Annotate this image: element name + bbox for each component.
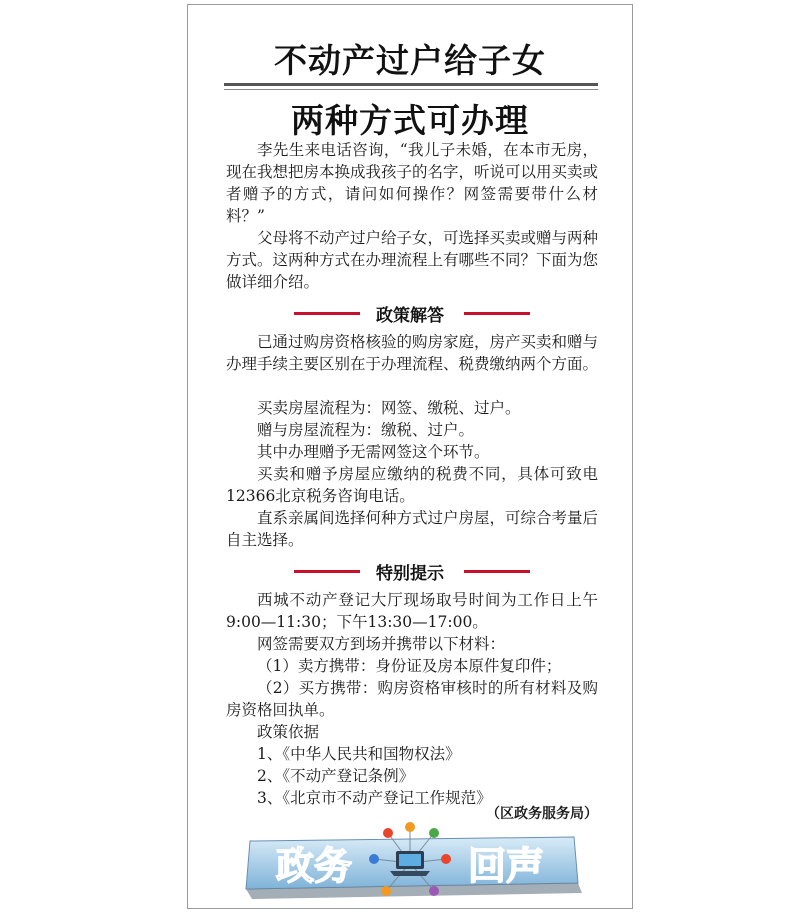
body-paragraph: 2、《不动产登记条例》 [257, 767, 415, 785]
intro-paragraph: 李先生来电话咨询，“我儿子未婚，在本市无房，现在我想把房本换成我孩子的名字，听说可以用买卖或者赠予的方式，请问如何操作？网签需要带什么材料？” [226, 141, 599, 225]
intro-paragraph: 父母将不动产过户给子女，可选择买卖或赠与两种方式。这两种方式在办理流程上有哪些不同？下面为您做详细介绍。 [226, 229, 599, 291]
body-paragraph: 网签需要双方到场并携带以下材料： [257, 635, 506, 653]
headline-line1: 不动产过户给子女 [274, 41, 546, 80]
laptop-network-icon [390, 851, 430, 876]
headline-rule [224, 83, 598, 86]
body-paragraph: 买卖和赠予房屋应缴纳的税费不同，具体可致电12366北京税务咨询电话。 [226, 465, 598, 505]
column-logo [238, 819, 584, 901]
logo-text-right: 回声 [467, 844, 545, 888]
section-title: 特别提示 [376, 564, 444, 584]
body-paragraph: 已通过购房资格核验的购房家庭，房产买卖和赠与办理手续主要区别在于办理流程、税费缴纳两个方面。 [226, 333, 599, 373]
body-paragraph: 3、《北京市不动产登记工作规范》 [257, 789, 492, 807]
source-credit: （区政务服务局） [486, 806, 598, 822]
section-title: 政策解答 [376, 306, 444, 326]
body-paragraph: 政策依据 [257, 723, 320, 741]
headline-rule-thin [224, 89, 598, 90]
body-paragraph: 买卖房屋流程为：网签、缴税、过户。 [257, 399, 521, 417]
body-paragraph: 西城不动产登记大厅现场取号时间为工作日上午9:00—11:30；下午13:30—17:00。 [226, 591, 598, 631]
red-rule [464, 312, 530, 315]
body-paragraph: 其中办理赠予无需网签这个环节。 [257, 443, 490, 461]
body-paragraph: （2）买方携带：购房资格审核时的所有材料及购房资格回执单。 [226, 679, 598, 719]
body-paragraph: 1、《中华人民共和国物权法》 [257, 745, 461, 763]
body-paragraph: 赠与房屋流程为：缴税、过户。 [257, 421, 475, 439]
body-paragraph: （1）卖方携带：身份证及房本原件复印件； [257, 657, 562, 675]
headline-line2: 两种方式可办理 [291, 101, 529, 140]
body-paragraph: 直系亲属间选择何种方式过户房屋，可综合考量后自主选择。 [226, 509, 599, 549]
section-heading [188, 301, 632, 325]
newspaper-column [187, 4, 633, 909]
logo-text-left: 政务 [275, 844, 353, 888]
section-heading [188, 559, 632, 583]
red-rule [464, 570, 530, 573]
